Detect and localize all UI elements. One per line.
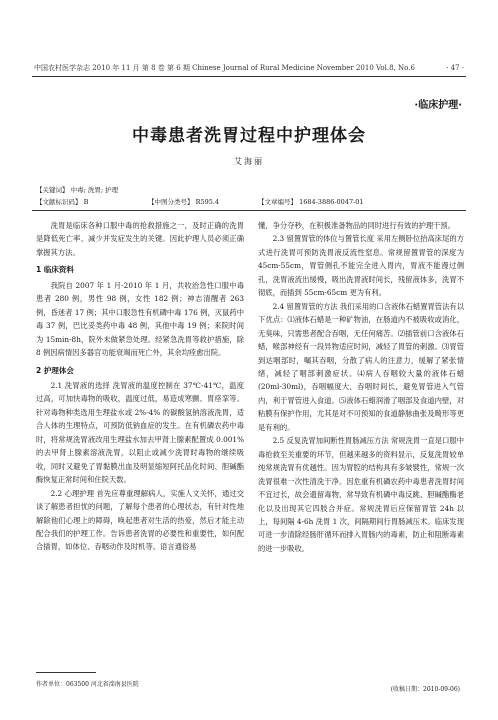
author-name: 艾海丽	[234, 157, 264, 166]
header-rule	[32, 76, 466, 77]
document-code: 【文献标识码】 B	[36, 198, 89, 206]
heading-clinical-data: 1 临床资料	[36, 265, 74, 275]
author-affiliation: 作者单位：063500 河北省滦南县医院	[36, 681, 139, 688]
section-2-1: 2.1 洗胃液的选择 洗胃液的温度控制在 37℃-41℃，温度过高，可加快毒物的吸收，温度过低，易造成寒颤、胃痉挛等。针对毒物种类选用生理盐水或 2%-4% 的碳酸氢钠溶液洗胃，适合人体的生理特点，可预防低钠血症的发生。在有机磷农药中毒时，将常规洗胃液改用生理盐水加去甲肾上腺素配置成 0.001% 的去甲肾上腺素溶液洗胃，以阻止或减少洗胃时毒物的继续吸收，同时又避免了胃黏膜出血及明显缩短阿托品化时间、胆碱酯酶恢复正常时间和住院天数。	[36, 380, 244, 485]
article-title: 中毒患者洗胃过程中护理体会	[132, 126, 366, 146]
section-label: ·临床护理·	[414, 100, 462, 111]
received-date: (收稿日期：2010-09-06)	[390, 686, 460, 693]
clinical-data-paragraph: 我院自 2007 年 1 月-2010 年 1 月，共收治急性口服中毒患者 280 例，男性 98 例，女性 182 例；神志清醒者 263 例，昏迷者 17 例；其中口服急性有机磷中毒 176 例，灭鼠药中毒 37 例，巴比妥类药中毒 48 例，其他中毒 19 例；来院时间为 15min-8h，院外未做紧急处理。经紧急洗胃等救护措施，除 8 例因病情因多器官功能衰竭而死亡外，其余均痊愈出院。	[36, 280, 244, 358]
footnote-rule	[36, 672, 96, 673]
left-column	[36, 219, 244, 554]
heading-nursing: 2 护理体会	[36, 365, 74, 375]
meta-rule	[32, 210, 466, 211]
right-column	[258, 219, 464, 555]
journal-header-text: 中国农村医学杂志 2010 年 11 月 第 8 卷 第 6 期 Chinese Journal of Rural Medicine November 2010 Vol.8, No.6	[34, 64, 415, 72]
classification-number: 【中图分类号】 R595.4	[148, 198, 220, 206]
section-2-5: 2.5 反复洗胃加间断性胃肠减压方法 常规洗胃一直是口服中毒抢救至关重要的环节，但越来越多的资料显示，反复洗胃较单纯常规洗胃有优越性。因为胃腔的结构具有多皱襞性，常规一次洗胃很难一次性清洗干净。因危重有机磷农药中毒患者洗胃时间不宜过长，故会遗留毒物，常导致有机磷中毒反跳、胆碱酯酶老化以及出现其它四肢合并症。常规洗胃后应保留胃管 24h 以上，每间隔 4-6h 洗胃 1 次，间隔期间行胃肠减压术。临床发现可进一步清除经肠肝循环而排入胃肠内的毒素，防止和阻断毒素的进一步吸收。	[258, 436, 464, 553]
section-2-4: 2.4 留置胃管的方法 我们采用的口含液体石蜡置胃管法有以下优点：⑴液体石蜡是一种矿物油，在肠道内不被吸收或消化，无臭味，只需患者配合吞咽，无任何痛苦。⑵插管前口含液体石蜡，喉部神经有一段异物适应时间，减轻了胃管的刺激。⑶胃管到达咽部时，嘱其吞咽，分散了病人的注意力，缓解了紧张情绪，减轻了咽部刺激症状。⑷病人吞咽较大量的液体石蜡(20ml-30ml)，吞咽幅度大，吞咽时间长，避免胃管进入气管内，利于胃管进入食道。⑸液体石蜡润滑了咽部及食道内壁，对粘膜有保护作用，尤其是对不可预知的食道静脉曲张及畸形等更是有利的。	[258, 301, 464, 432]
journal-header	[34, 64, 464, 73]
article-number: 【文章编号】 1684-3886-0047-01	[258, 198, 364, 206]
section-2-2: 2.2 心理护理 首先应尊重理解病人，实施人文关怀，通过交谈了解患者担忧的问题，了解每个患者的心理状态，有针对性地解除他们心理上的障碍，唤起患者对生活的热爱，然后才能主动配合我们的护理工作。告诉患者洗胃的必要性和重要性，如何配合插胃，如体位、吞咽动作及时机等。语言通俗易	[36, 488, 244, 552]
continued-paragraph: 懂，争分夺秒，在积极准备物品的同时进行有效的护理干预。	[258, 221, 456, 230]
intro-paragraph: 洗胃是临床各种口服中毒的抢救措施之一，及时正确的洗胃是降低死亡率、减少并发症发生的关键。因此护理人员必须正确掌握其方法。	[36, 221, 244, 257]
page-number: · 47 ·	[446, 64, 464, 72]
keywords: 【关键词】 中毒; 洗胃; 护理	[36, 186, 119, 194]
section-2-3: 2.3 留置胃管的体位与置管长度 采用左侧卧位抬高床尾的方式进行洗胃可预防洗胃液反流性窒息。常规留置胃管的深度为 45cm-55cm，胃管侧孔不能完全进入胃内，胃液不能漫过侧孔，洗胃液流出缓慢，吸出洗胃液时间长，残留液体多，洗胃不彻底，而插到 55cm-65cm 更为有利。	[258, 234, 464, 298]
